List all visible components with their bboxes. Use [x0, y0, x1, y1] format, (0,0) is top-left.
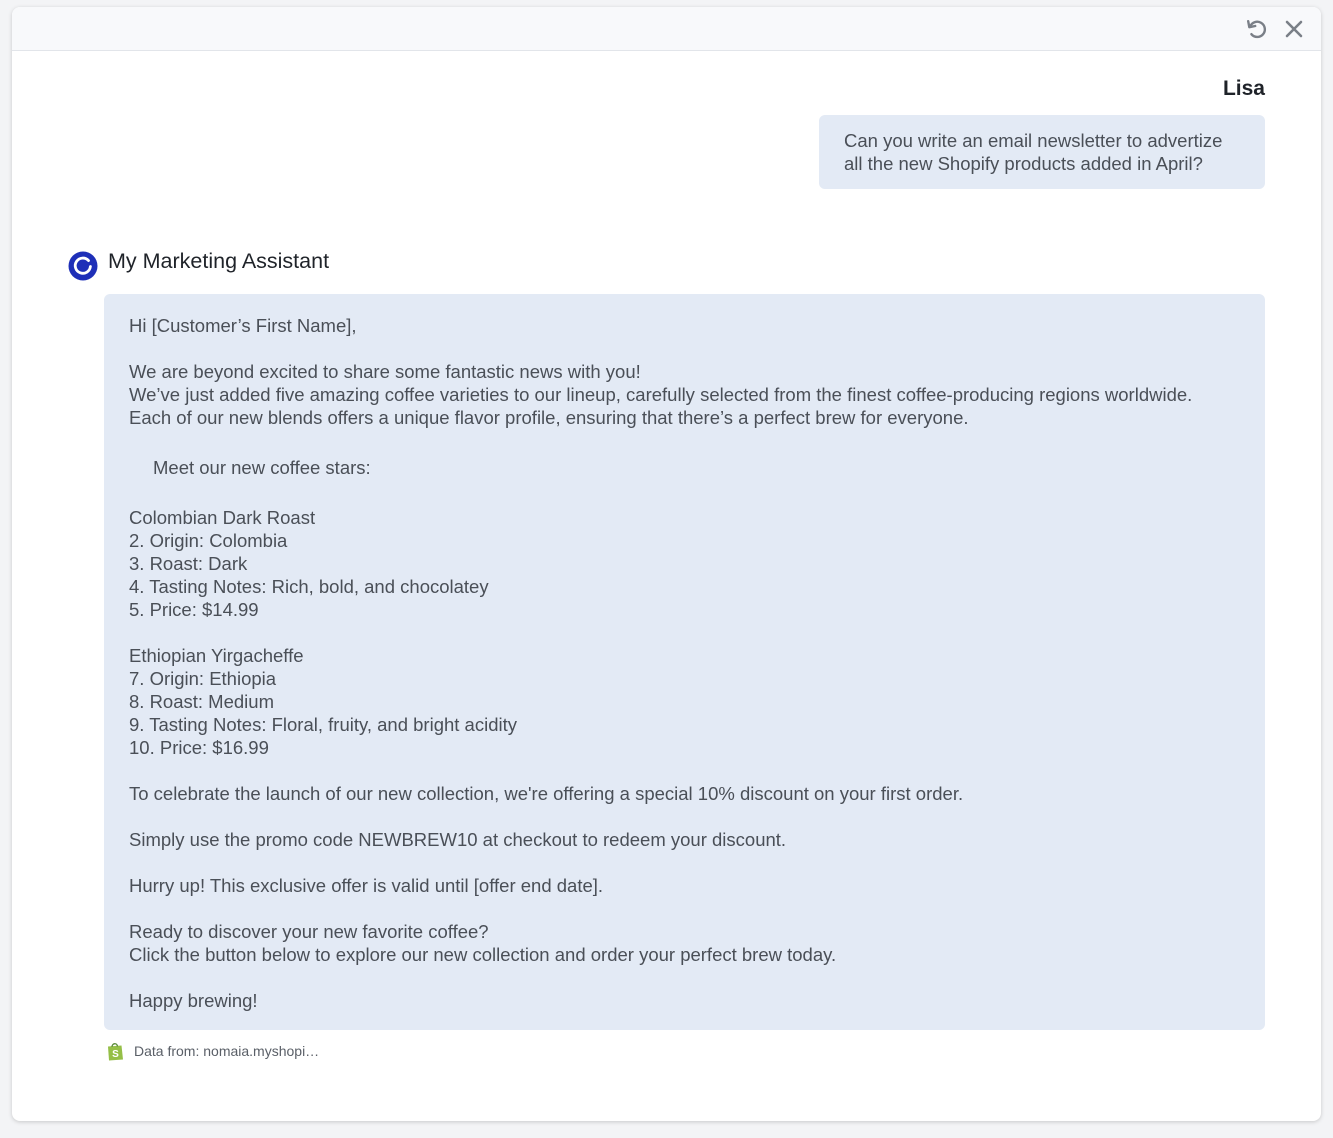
chat-header — [12, 7, 1321, 51]
signoff: Happy brewing! — [129, 990, 258, 1011]
assistant-name: My Marketing Assistant — [108, 249, 330, 273]
promo-text: Simply use the promo code NEWBREW10 at checkout to redeem your discount. — [129, 829, 787, 850]
assistant-avatar — [68, 251, 98, 281]
cta-line: Ready to discover your new favorite coffee? — [129, 921, 489, 942]
intro-line: We are beyond excited to share some fantastic news with you! — [129, 361, 641, 382]
refresh-button[interactable] — [1245, 17, 1269, 41]
data-source-link[interactable] — [106, 1041, 319, 1061]
data-source-label: Data from: nomaia.myshopi… — [134, 1043, 320, 1059]
close-button[interactable] — [1282, 17, 1306, 41]
user-message — [819, 115, 1265, 189]
product-line: Ethiopian Yirgacheffe — [129, 645, 304, 666]
stars-heading: Meet our new coffee stars: — [153, 457, 371, 478]
product-line: 9. Tasting Notes: Floral, fruity, and bright acidity — [129, 714, 517, 735]
user-message-line: Can you write an email newsletter to advertize — [844, 130, 1223, 151]
svg-text:S: S — [112, 1049, 119, 1060]
product-line: 8. Roast: Medium — [129, 691, 274, 712]
product-line: 2. Origin: Colombia — [129, 530, 288, 551]
refresh-icon — [1245, 17, 1269, 41]
chat-window — [12, 7, 1321, 1121]
discount-text: To celebrate the launch of our new collection, we're offering a special 10% discount on your first order. — [129, 783, 964, 804]
assistant-message — [104, 294, 1265, 1030]
user-name: Lisa — [1222, 77, 1265, 100]
product-line: 5. Price: $14.99 — [129, 599, 259, 620]
user-message-line: all the new Shopify products added in April? — [844, 153, 1203, 174]
product-line: 7. Origin: Ethiopia — [129, 668, 277, 689]
hurry-text: Hurry up! This exclusive offer is valid until [offer end date]. — [129, 875, 604, 896]
assistant-logo-icon — [68, 251, 98, 281]
product-line: 4. Tasting Notes: Rich, bold, and chocolatey — [129, 576, 489, 597]
intro-line: Each of our new blends offers a unique flavor profile, ensuring that there’s a perfect brew for everyone. — [129, 407, 969, 428]
product-block — [129, 644, 1240, 759]
product-line: Colombian Dark Roast — [129, 507, 316, 528]
shopify-icon — [106, 1041, 124, 1061]
intro-line: We’ve just added five amazing coffee varieties to our lineup, carefully selected from the finest coffee-producing regions worldwide. — [129, 384, 1193, 405]
product-line: 3. Roast: Dark — [129, 553, 248, 574]
close-icon — [1282, 17, 1306, 41]
product-block — [129, 506, 1240, 621]
cta-line: Click the button below to explore our new collection and order your perfect brew today. — [129, 944, 837, 965]
product-line: 10. Price: $16.99 — [129, 737, 269, 758]
greeting: Hi [Customer’s First Name], — [129, 315, 357, 336]
